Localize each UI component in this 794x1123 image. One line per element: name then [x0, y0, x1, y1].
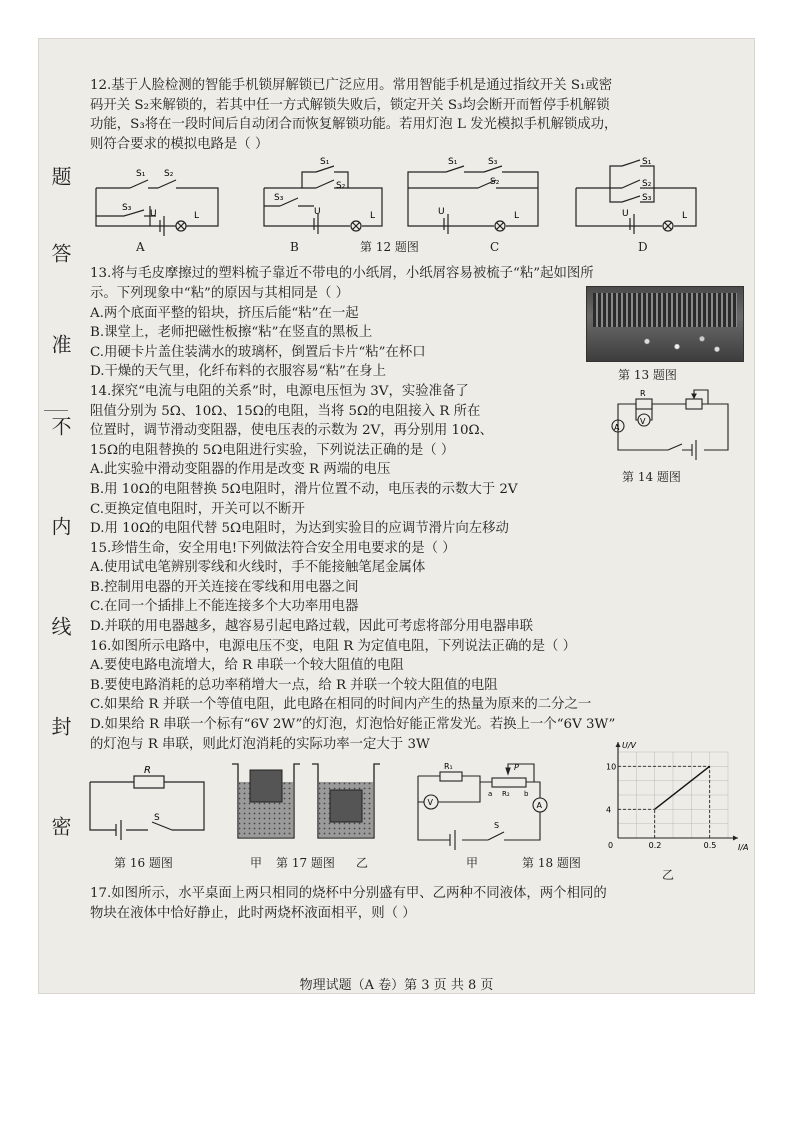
- label-ammeter: A: [614, 422, 620, 432]
- label-b-end: b: [524, 790, 529, 799]
- graph-layer: [606, 741, 749, 852]
- q13-line: 示。下列现象中“粘”的原因与其相同是（ ）: [90, 285, 349, 301]
- q14-option-c: C.更换定值电阻时，开关可以不断开: [90, 501, 305, 517]
- q14-line: 位置时，调节滑动变阻器，使电压表的示数为 2V，再分别用 10Ω、: [90, 423, 493, 439]
- beaker-label: 甲: [250, 856, 263, 871]
- q15-line: 15.珍惜生命，安全用电!下列做法符合安全用电要求的是（ ）: [90, 540, 456, 556]
- question-12: [90, 76, 730, 154]
- series-line: [655, 767, 710, 810]
- comb-teeth: [593, 293, 737, 327]
- q12-line: 则符合要求的模拟电路是（ ）: [90, 136, 269, 152]
- q16-option-d: D.如果给 R 串联一个标有“6V 2W”的灯泡，灯泡恰好能正常发光。若换上一个“6V 3W”: [90, 717, 616, 733]
- margin-char: 题: [48, 166, 72, 186]
- beaker-yi: [312, 764, 380, 838]
- q15-option-c: C.在同一个插排上不能连接多个大功率用电器: [90, 599, 359, 615]
- margin-divider: [44, 410, 68, 411]
- fig18-circuit: [414, 762, 554, 846]
- margin-char: 线: [48, 616, 72, 636]
- label-p: P: [514, 763, 519, 773]
- q15-option-a: A.使用试电笔辨别零线和火线时，手不能接触笔尾金属体: [90, 560, 426, 576]
- circuit-b: [258, 158, 398, 238]
- q15-option-b: B.控制用电器的开关连接在零线和用电器之间: [90, 579, 359, 595]
- margin-char: 封: [48, 716, 72, 736]
- q16-option-b: B.要使电路消耗的总功率稍增大一点，给 R 并联一个较大阻值的电阻: [90, 677, 498, 693]
- label-u: U: [438, 207, 445, 218]
- q12-line: 功能，S₃将在一段时间后自动闭合而恢复解锁功能。若用灯泡 L 发光模拟手机解锁成功，: [90, 117, 618, 133]
- exam-page: [38, 38, 755, 994]
- margin-char: 答: [48, 243, 72, 263]
- question-16: [90, 637, 730, 755]
- label-s3: S₃: [274, 193, 284, 204]
- circuit-d: [570, 158, 710, 238]
- q16-option-c: C.如果给 R 并联一个等值电阻，此电路在相同的时间内产生的热量为原来的二分之一: [90, 697, 592, 713]
- q15-option-d: D.并联的用电器越多，越容易引起电路过载，因此可考虑将部分用电器串联: [90, 619, 534, 635]
- q12-line: 码开关 S₂来解锁的，若其中任一方式解锁失败后，锁定开关 S₃均会断开而暂停手机解锁: [90, 97, 610, 113]
- q13-option-d: D.干燥的天气里，化纤布料的衣服容易“粘”在身上: [90, 364, 387, 380]
- label-s2: S₂: [490, 177, 500, 188]
- label-s: S: [154, 813, 160, 824]
- option-label: B: [290, 240, 299, 255]
- graph-label: 乙: [662, 868, 675, 883]
- figure-caption: 第 14 题图: [622, 469, 681, 484]
- q16-line: 16.如图所示电路中，电源电压不变，电阻 R 为定值电阻，下列说法正确的是（ ）: [90, 638, 577, 654]
- label-a-end: a: [488, 790, 493, 799]
- circuit-c: [402, 158, 552, 238]
- paper-bits: [627, 331, 727, 357]
- label-s: S: [494, 821, 500, 831]
- label-l: L: [682, 211, 688, 222]
- q16-option-a: A.要使电路电流增大，给 R 串联一个较大阻值的电阻: [90, 658, 404, 674]
- label-l: L: [194, 211, 200, 222]
- option-label: C: [490, 240, 500, 255]
- q17-line: 物块在液体中恰好静止，此时两烧杯液面相平，则（ ）: [90, 905, 416, 921]
- q14-circuit: [608, 390, 738, 466]
- margin-char: 密: [48, 816, 72, 836]
- q13-option-b: B.课堂上，老师把磁性板擦“粘”在竖直的黑板上: [90, 325, 373, 341]
- margin-char: 准: [48, 334, 72, 354]
- q14-line: 阻值分别为 5Ω、10Ω、15Ω的电阻，当将 5Ω的电阻接入 R 所在: [90, 403, 481, 419]
- q13-option-a: A.两个底面平整的铅块，挤压后能“粘”在一起: [90, 305, 359, 321]
- q14-option-a: A.此实验中滑动变阻器的作用是改变 R 两端的电压: [90, 462, 391, 478]
- label-r: R: [144, 765, 151, 777]
- beaker-jia: [232, 764, 300, 838]
- label-s1: S₁: [136, 169, 146, 180]
- label-s3: S₃: [122, 203, 132, 214]
- label-u: U: [314, 207, 321, 218]
- q12-line: 12.基于人脸检测的智能手机锁屏解锁已广泛应用。常用智能手机是通过指纹开关 S₁或密: [90, 78, 613, 93]
- q12-figure: [90, 158, 730, 254]
- label-voltmeter: V: [640, 416, 646, 426]
- option-label: A: [136, 240, 145, 255]
- label-u: U: [622, 209, 629, 220]
- label-l: L: [370, 211, 376, 222]
- fig17-beakers: [228, 762, 388, 842]
- label-s3: S₃: [488, 157, 498, 168]
- label-r1: R₁: [444, 762, 453, 772]
- label-s2: S₂: [164, 169, 174, 180]
- questions: [90, 76, 749, 923]
- label-s2: S₂: [336, 181, 346, 192]
- label-ammeter: A: [536, 801, 542, 811]
- y-tick-label: 4: [606, 805, 612, 815]
- label-r: R: [640, 388, 646, 398]
- x-tick-label: 0: [608, 841, 614, 851]
- label-s1: S₁: [320, 157, 330, 168]
- q14-line: 15Ω的电阻替换的 5Ω电阻进行实验，下列说法正确的是（ ）: [90, 442, 455, 458]
- y-tick-label: 10: [606, 762, 617, 772]
- question-13: [90, 264, 730, 382]
- fig18-ui-graph: [596, 740, 749, 860]
- label-s1: S₁: [642, 157, 652, 168]
- circuit-a: [90, 158, 240, 238]
- label-voltmeter: V: [427, 798, 433, 808]
- figure-caption: 第 16 题图: [114, 856, 173, 871]
- q17-line: 17.如图所示，水平桌面上两只相同的烧杯中分别盛有甲、乙两种不同液体，两个相同的: [90, 886, 607, 902]
- circuit-label: 甲: [466, 856, 479, 871]
- y-axis-label: U/V: [622, 741, 637, 751]
- label-u: U: [150, 209, 157, 220]
- figure-caption: 第 18 题图: [522, 856, 581, 871]
- q14-option-d: D.用 10Ω的电阻代替 5Ω电阻时，为达到实验目的应调节滑片向左移动: [90, 521, 509, 537]
- margin-char: 内: [48, 516, 72, 536]
- label-s1: S₁: [448, 157, 458, 168]
- fig16-circuit: [86, 765, 210, 840]
- x-tick-label: 0.5: [703, 841, 717, 851]
- label-s2: S₂: [642, 179, 652, 190]
- label-r2: R₂: [502, 790, 510, 799]
- beaker-label: 乙: [356, 856, 369, 871]
- x-axis-arrow: [733, 836, 738, 841]
- page-footer: 物理试题（A 卷）第 3 页 共 8 页: [299, 978, 494, 993]
- option-label: D: [638, 240, 648, 255]
- comb-photo: [586, 286, 744, 362]
- q14-line: 14.探究“电流与电阻的关系”时，电源电压恒为 3V，实验准备了: [90, 383, 469, 399]
- figure-caption: 第 12 题图: [360, 240, 419, 255]
- figure-caption: 第 17 题图: [276, 856, 335, 871]
- label-s3: S₃: [642, 193, 652, 204]
- q13-line: 13.将与毛皮摩擦过的塑料梳子靠近不带电的小纸屑，小纸屑容易被梳子“粘”起如图所: [90, 266, 594, 282]
- question-15: [90, 539, 730, 637]
- label-l: L: [514, 211, 520, 222]
- q14-option-b: B.用 10Ω的电阻替换 5Ω电阻时，滑片位置不动，电压表的示数大于 2V: [90, 481, 518, 497]
- question-17: [90, 884, 730, 923]
- x-axis-label: I/A: [738, 843, 749, 853]
- margin-char: 不: [48, 416, 72, 436]
- q16-line: 的灯泡与 R 串联，则此灯泡消耗的实际功率一定大于 3W: [90, 736, 430, 752]
- y-axis-arrow: [616, 742, 621, 747]
- q13-option-c: C.用硬卡片盖住装满水的玻璃杯，倒置后卡片“粘”在杯口: [90, 344, 426, 360]
- x-tick-label: 0.2: [648, 841, 662, 851]
- figure-caption: 第 13 题图: [618, 367, 677, 382]
- question-14: [90, 382, 730, 539]
